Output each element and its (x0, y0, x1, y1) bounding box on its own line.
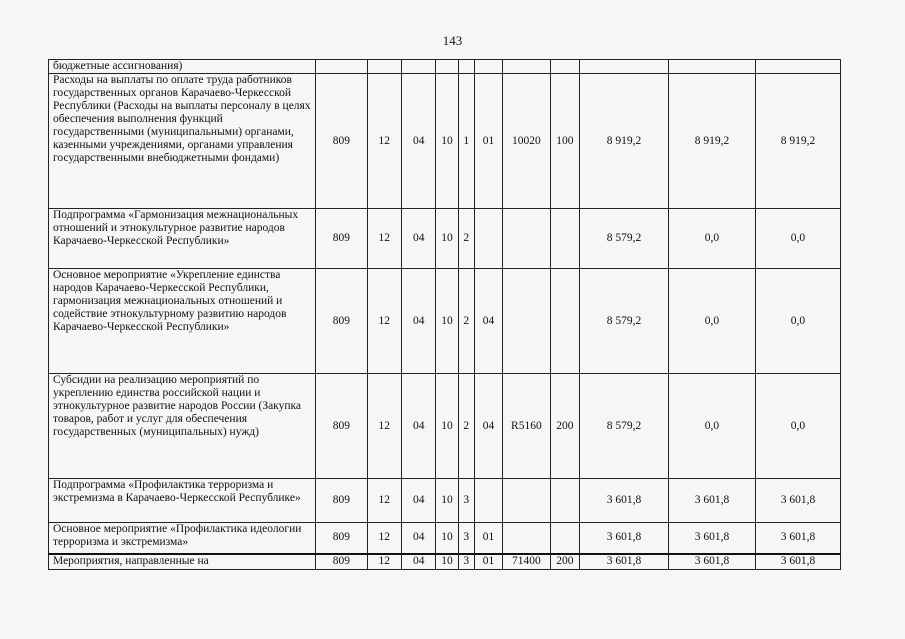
cell-gr: 809 (316, 523, 368, 554)
cell-amount-2: 3 601,8 (668, 523, 755, 554)
cell-pr: 04 (402, 374, 436, 479)
table-row (49, 269, 841, 374)
cell-rz: 12 (367, 209, 401, 269)
table-row (49, 479, 841, 523)
cell-direction: 71400 (503, 554, 551, 570)
cell-amount-3: 8 919,2 (755, 74, 840, 209)
cell-subprogram: 3 (458, 523, 474, 554)
page-number: 143 (442, 33, 463, 48)
cell-activity: 01 (474, 523, 502, 554)
cell-program: 10 (436, 209, 458, 269)
cell (402, 60, 436, 74)
cell-amount-2: 0,0 (668, 374, 755, 479)
budget-table (48, 59, 841, 570)
cell (550, 60, 579, 74)
cell-pr: 04 (402, 479, 436, 523)
row-name-cell: Подпрограмма «Профилактика терроризма и экстремизма в Карачаево-Черкесской Республике» (49, 479, 316, 523)
row-name-cell: Основное мероприятие «Профилактика идеологии терроризма и экстремизма» (49, 523, 316, 554)
table-row (49, 209, 841, 269)
table-row (49, 74, 841, 209)
cell-activity: 04 (474, 269, 502, 374)
cell-pr: 04 (402, 269, 436, 374)
cell-direction (503, 479, 551, 523)
cell-activity: 01 (474, 554, 502, 570)
cell (503, 60, 551, 74)
cell-gr: 809 (316, 209, 368, 269)
cell-rz: 12 (367, 554, 401, 570)
cell-rz: 12 (367, 74, 401, 209)
cell-activity (474, 479, 502, 523)
row-name-cell: Расходы на выплаты по оплате труда работников государственных органов Карачаево-Черкесской Республики (Расходы на выплаты персоналу в целях обеспечения выполнения функций государственными (муниципальными) органами, казенными учреждениями, органами управления государственными внебюджетными фондами) (49, 74, 316, 209)
row-name-cell: Субсидии на реализацию мероприятий по укреплению единства российской нации и этнокультурное развитие народов России (Закупка товаров, работ и услуг для обеспечения государственных (муниципальных) нужд) (49, 374, 316, 479)
cell-vr (550, 209, 579, 269)
cell-vr: 100 (550, 74, 579, 209)
cell-direction (503, 269, 551, 374)
table-row (49, 554, 841, 570)
cell-amount-3: 3 601,8 (755, 479, 840, 523)
cell-subprogram: 2 (458, 269, 474, 374)
cell-activity: 01 (474, 74, 502, 209)
cell-rz: 12 (367, 523, 401, 554)
cell-program: 10 (436, 74, 458, 209)
cell-gr: 809 (316, 554, 368, 570)
cell-gr: 809 (316, 269, 368, 374)
cell (474, 60, 502, 74)
cell (458, 60, 474, 74)
cell-program: 10 (436, 374, 458, 479)
cell-subprogram: 3 (458, 479, 474, 523)
cell-amount-2: 3 601,8 (668, 554, 755, 570)
row-name-cell: бюджетные ассигнования) (49, 60, 316, 74)
cell-gr: 809 (316, 374, 368, 479)
table-row (49, 374, 841, 479)
cell-amount-1: 8 579,2 (579, 374, 668, 479)
cell-amount-3: 0,0 (755, 209, 840, 269)
cell-amount-1: 3 601,8 (579, 523, 668, 554)
cell-amount-3: 3 601,8 (755, 523, 840, 554)
cell-subprogram: 2 (458, 374, 474, 479)
cell-subprogram: 3 (458, 554, 474, 570)
cell (668, 60, 755, 74)
cell-program: 10 (436, 269, 458, 374)
cell-amount-2: 8 919,2 (668, 74, 755, 209)
table-row (49, 523, 841, 554)
cell-subprogram: 1 (458, 74, 474, 209)
cell-amount-1: 3 601,8 (579, 554, 668, 570)
row-name-cell: Основное мероприятие «Укрепление единства народов Карачаево-Черкесской Республики, гармонизация межнациональных отношений и содействие этнокультурному развитию народов Карачаево-Черкесской Республики» (49, 269, 316, 374)
cell (436, 60, 458, 74)
cell-direction: 10020 (503, 74, 551, 209)
cell-gr: 809 (316, 74, 368, 209)
cell-amount-2: 0,0 (668, 209, 755, 269)
cell (579, 60, 668, 74)
row-name-cell: Мероприятия, направленные на (49, 554, 316, 570)
cell-pr: 04 (402, 523, 436, 554)
cell-vr: 200 (550, 374, 579, 479)
cell-direction (503, 209, 551, 269)
cell-direction: R5160 (503, 374, 551, 479)
cell-pr: 04 (402, 74, 436, 209)
cell-rz: 12 (367, 269, 401, 374)
cell (367, 60, 401, 74)
cell-amount-3: 0,0 (755, 269, 840, 374)
cell-amount-3: 3 601,8 (755, 554, 840, 570)
cell-vr (550, 269, 579, 374)
cell-amount-2: 3 601,8 (668, 479, 755, 523)
cell-amount-1: 8 919,2 (579, 74, 668, 209)
cell-subprogram: 2 (458, 209, 474, 269)
cell-amount-1: 8 579,2 (579, 269, 668, 374)
cell-amount-3: 0,0 (755, 374, 840, 479)
cell-gr: 809 (316, 479, 368, 523)
cell (755, 60, 840, 74)
cell-direction (503, 523, 551, 554)
cell-program: 10 (436, 554, 458, 570)
cell-activity: 04 (474, 374, 502, 479)
cell-amount-2: 0,0 (668, 269, 755, 374)
cell-program: 10 (436, 479, 458, 523)
cell-vr (550, 523, 579, 554)
cell-pr: 04 (402, 209, 436, 269)
cell-pr: 04 (402, 554, 436, 570)
cell-activity (474, 209, 502, 269)
table-row (49, 60, 841, 74)
cell-vr (550, 479, 579, 523)
cell-amount-1: 3 601,8 (579, 479, 668, 523)
cell-amount-1: 8 579,2 (579, 209, 668, 269)
cell-program: 10 (436, 523, 458, 554)
cell-rz: 12 (367, 374, 401, 479)
cell-rz: 12 (367, 479, 401, 523)
row-name-cell: Подпрограмма «Гармонизация межнациональных отношений и этнокультурное развитие народов Карачаево-Черкесской Республики» (49, 209, 316, 269)
cell-vr: 200 (550, 554, 579, 570)
cell (316, 60, 368, 74)
